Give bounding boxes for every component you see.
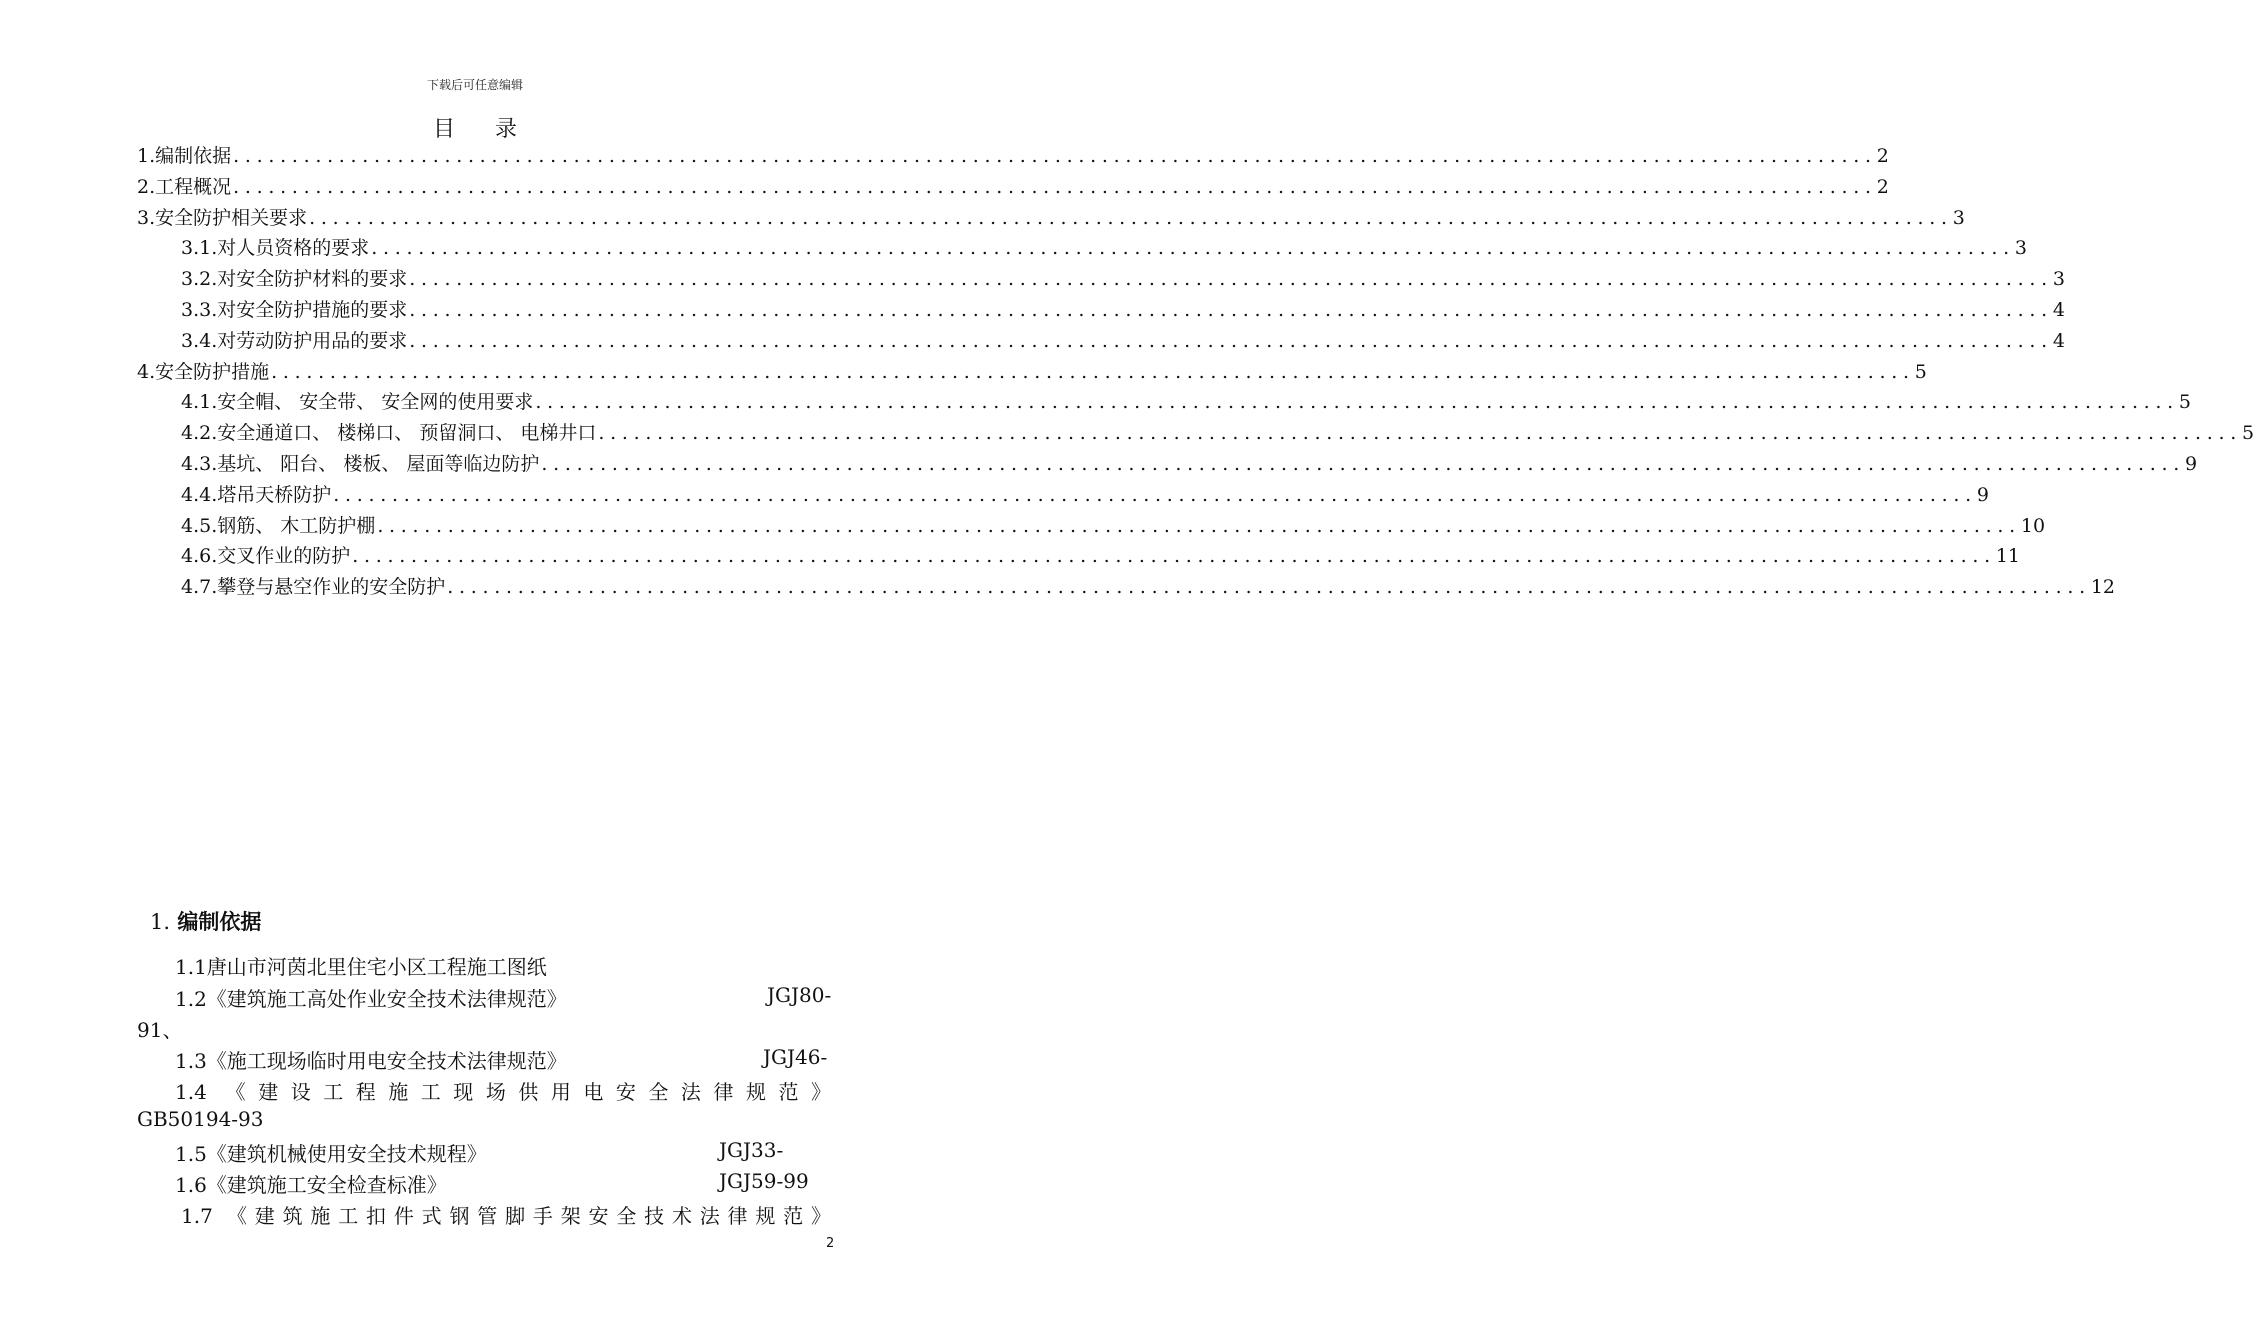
toc-entry-number: 3.4.	[181, 329, 218, 352]
toc-leader-dots: ............................................................................................................................................	[352, 545, 1996, 568]
toc-entry-label: 对安全防护措施的要求	[217, 299, 408, 321]
toc-entry-label: 对人员资格的要求	[217, 237, 370, 260]
toc-entry-label: 安全通道口、 楼梯口、 预留洞口、 电梯井口	[217, 422, 597, 445]
toc-entry[interactable]	[181, 480, 1989, 511]
toc-leader-dots: ............................................................................................................................................	[333, 483, 1977, 506]
toc-leader-dots: ............................................................................................................................................	[377, 514, 2021, 537]
toc-entry-number: 4.5.	[181, 514, 218, 537]
toc-entry-number: 4.3.	[181, 453, 218, 475]
toc-entry-number: 4.2.	[181, 422, 218, 445]
toc-leader-dots: ............................................................................................................................................	[371, 237, 2015, 260]
toc-entry[interactable]	[181, 449, 2198, 480]
reference-code: JGJ80-	[767, 983, 832, 1007]
toc-entry-label: 工程概况	[155, 175, 232, 198]
toc-entry-page: 10	[2020, 514, 2046, 537]
toc-entry-label: 攀登与悬空作业的安全防护	[217, 576, 446, 599]
toc-leader-dots: ............................................................................................................................................	[541, 453, 2185, 475]
toc-entry[interactable]	[137, 203, 1965, 234]
toc-entry-label: 安全防护相关要求	[155, 206, 308, 229]
toc-entry-label: 基坑、 阳台、 楼板、 屋面等临边防护	[217, 453, 540, 475]
reference-code: JGJ46-	[763, 1045, 828, 1069]
toc-entry[interactable]	[181, 387, 2191, 418]
page-number: 2	[826, 1236, 835, 1251]
toc-entry-page: 5	[2241, 422, 2254, 445]
toc-entry[interactable]	[181, 233, 2027, 264]
toc-entry-page: 2	[1876, 145, 1889, 167]
toc-leader-dots: ............................................................................................................................................	[598, 422, 2242, 445]
reference-text: 1.3《施工现场临时用电安全技术法律规范》	[175, 1049, 567, 1073]
toc-entry-number: 4.	[137, 360, 156, 383]
toc-entry-label: 交叉作业的防护	[217, 545, 351, 568]
toc-entry-page: 3	[1952, 206, 1965, 229]
toc-leader-dots: ............................................................................................................................................	[447, 576, 2091, 599]
toc-entry-page: 4	[2052, 329, 2065, 352]
toc-entry-number: 3.1.	[181, 237, 218, 260]
toc-entry-label: 编制依据	[155, 145, 232, 167]
reference-item	[137, 1107, 264, 1131]
toc-leader-dots: ............................................................................................................................................	[409, 299, 2053, 321]
reference-text: 1.1唐山市河茵北里住宅小区工程施工图纸	[175, 955, 547, 979]
toc-leader-dots: ............................................................................................................................................	[233, 145, 1877, 167]
page-header: 下载后可任意编辑	[426, 78, 523, 92]
toc-entry-label: 安全帽、 安全带、 安全网的使用要求	[217, 391, 534, 414]
toc-entry-number: 3.2.	[181, 268, 218, 291]
reference-item	[175, 1045, 828, 1074]
toc-entry-label: 塔吊天桥防护	[217, 483, 332, 506]
reference-text: 1.2《建筑施工高处作业安全技术法律规范》	[175, 987, 567, 1011]
section-heading	[150, 906, 261, 936]
toc-entry-page: 5	[2178, 391, 2191, 414]
reference-code: JGJ59-99	[719, 1169, 809, 1193]
reference-item	[137, 1014, 182, 1043]
toc-entry[interactable]	[181, 511, 2046, 542]
toc-entry-number: 2.	[137, 175, 156, 198]
toc-entry-page: 9	[1976, 483, 1989, 506]
toc-entry-page: 4	[2052, 299, 2065, 321]
toc-entry[interactable]	[181, 418, 2254, 449]
toc-entry-number: 3.3.	[181, 299, 218, 321]
toc-entry-number: 4.1.	[181, 391, 218, 414]
reference-text: 1.4 《建设工程施工现场供用电安全法律规范》	[175, 1080, 831, 1104]
toc-entry[interactable]	[137, 357, 1927, 388]
toc-entry-label: 安全防护措施	[155, 360, 270, 383]
toc-entry-page: 12	[2090, 576, 2116, 599]
toc-entry-page: 11	[1995, 545, 2021, 568]
reference-text: 1.7 《建筑施工扣件式钢管脚手架安全技术法律规范》	[181, 1204, 831, 1228]
section-title: 编制依据	[177, 910, 262, 934]
toc-entry-number: 1.	[137, 145, 156, 167]
reference-item	[181, 1200, 831, 1229]
reference-item	[175, 951, 547, 980]
toc-entry-page: 2	[1876, 175, 1889, 198]
toc-entry-label: 对安全防护材料的要求	[217, 268, 408, 291]
toc-entry[interactable]	[181, 326, 2065, 357]
toc-entry[interactable]	[137, 141, 1889, 172]
toc-leader-dots: ............................................................................................................................................	[409, 329, 2053, 352]
reference-text: GB50194-93	[137, 1107, 264, 1131]
toc-entry-page: 3	[2014, 237, 2027, 260]
reference-text: 1.6《建筑施工安全检查标准》	[175, 1173, 447, 1197]
reference-text: 1.5《建筑机械使用安全技术规程》	[175, 1142, 487, 1166]
toc-entry-page: 5	[1914, 360, 1927, 383]
toc-title: 目录	[432, 117, 557, 142]
toc-entry-page: 3	[2052, 268, 2065, 291]
reference-text: 91、	[137, 1018, 183, 1042]
toc-leader-dots: ............................................................................................................................................	[409, 268, 2053, 291]
toc-entry[interactable]	[137, 172, 1889, 203]
section-number: 1.	[150, 910, 171, 934]
toc-entry-label: 钢筋、 木工防护棚	[217, 514, 376, 537]
toc-entry[interactable]	[181, 295, 2065, 326]
reference-item	[175, 983, 832, 1012]
reference-item	[175, 1169, 809, 1198]
toc-entry-label: 对劳动防护用品的要求	[217, 329, 408, 352]
reference-item	[175, 1138, 784, 1167]
toc-entry[interactable]	[181, 541, 2021, 572]
toc-entry-number: 3.	[137, 206, 156, 229]
toc-entry[interactable]	[181, 264, 2065, 295]
toc-leader-dots: ............................................................................................................................................	[271, 360, 1915, 383]
toc-entry-number: 4.4.	[181, 483, 218, 506]
toc-leader-dots: ............................................................................................................................................	[535, 391, 2179, 414]
toc-entry-number: 4.6.	[181, 545, 218, 568]
toc-entry[interactable]	[181, 572, 2116, 603]
reference-item	[175, 1076, 831, 1105]
reference-code: JGJ33-	[719, 1138, 784, 1162]
toc-leader-dots: ............................................................................................................................................	[233, 175, 1877, 198]
toc-leader-dots: ............................................................................................................................................	[309, 206, 1953, 229]
toc-entry-page: 9	[2184, 453, 2198, 475]
toc-entry-number: 4.7.	[181, 576, 218, 599]
